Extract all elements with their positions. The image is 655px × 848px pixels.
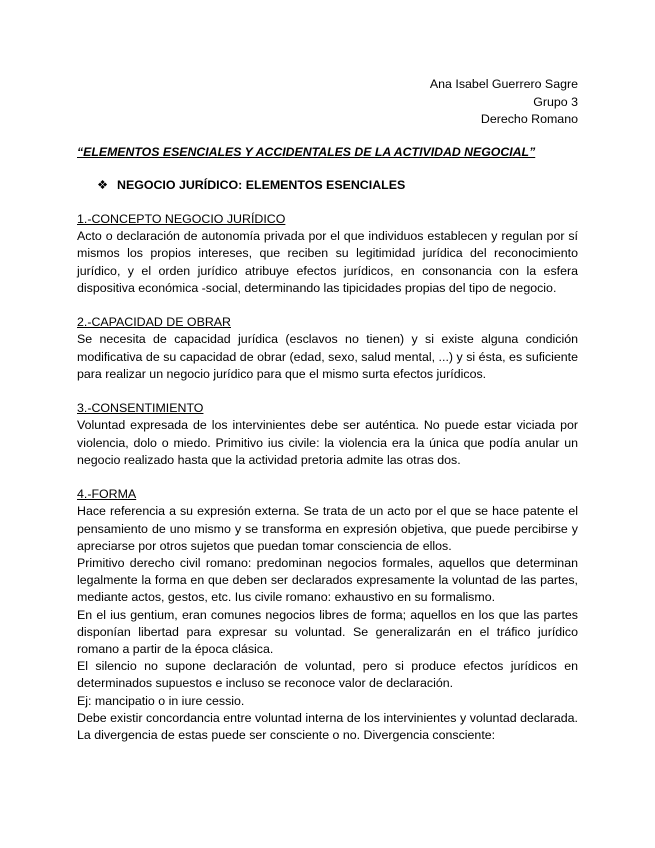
bullet-heading [97, 177, 405, 192]
section-title: 2.-CAPACIDAD DE OBRAR [77, 315, 231, 330]
section-title: 4.-FORMA [77, 487, 137, 502]
document-header [430, 76, 578, 129]
diamond-bullet-icon: ❖ [97, 178, 109, 192]
paragraph: El silencio no supone declaración de voluntad, pero si produce efectos jurídicos en determinados supuestos e incluso se reconoce valor de declaración. [77, 659, 578, 691]
section-title: 1.-CONCEPTO NEGOCIO JURÍDICO [77, 212, 286, 226]
paragraph: Ej: mancipatio o in iure cessio. [77, 693, 245, 708]
group-label: Grupo 3 [533, 94, 578, 109]
paragraph: Hace referencia a su expresión externa. Se trata de un acto por el que se hace patente el pensamiento de uno mismo y se transforma en expresión objetiva, que puede percibirse y apreciarse por otros sujetos que puedan tomar consciencia de ellos. [77, 504, 578, 553]
document-title: “ELEMENTOS ESENCIALES Y ACCIDENTALES DE LA ACTIVIDAD NEGOCIAL” [77, 145, 536, 159]
paragraph: Se necesita de capacidad jurídica (esclavos no tienen) y si existe alguna condición modificativa de su capacidad de obrar (edad, sexo, salud mental, ...) y si ésta, es suficiente para realizar un negocio jurídico para que el mismo surta efectos jurídicos. [77, 332, 578, 381]
course-name: Derecho Romano [480, 112, 578, 126]
section-consentimiento [77, 400, 578, 469]
bullet-heading-text: NEGOCIO JURÍDICO: ELEMENTOS ESENCIALES [117, 178, 406, 192]
document-body [77, 211, 578, 744]
section-title: 3.-CONSENTIMIENTO [77, 401, 204, 416]
author-name: Ana Isabel Guerrero Sagre [429, 77, 578, 91]
paragraph: Debe existir concordancia entre voluntad interna de los intervinientes y voluntad declarada. La divergencia de estas puede ser consciente o no. Divergencia consciente: [77, 710, 578, 743]
paragraph: Acto o declaración de autonomía privada por el que individuos establecen y regulan por sí mismos los propios intereses, que reciben su legitimidad jurídica del reconocimiento jurídico, y el orden jurídico atribuye efectos jurídicos, en consonancia con la esfera dispositiva económica -social, determinando las tipicidades propias del tipo de negocio. [77, 229, 578, 295]
section-concepto [77, 211, 578, 297]
paragraph: Voluntad expresada de los intervinientes debe ser auténtica. No puede estar viciada por violencia, dolo o miedo. Primitivo ius civile: la violencia era la única que podía anular un negocio realizado hasta que la actividad pretoria admite las otras dos. [77, 418, 578, 467]
section-forma [77, 486, 578, 744]
paragraph: En el ius gentium, eran comunes negocios libres de forma; aquellos en los que las partes disponían libertad para expresar su voluntad. Se generalizarán en el tráfico jurídico romano a partir de la época clásica. [77, 607, 578, 657]
section-capacidad [77, 314, 578, 383]
paragraph: Primitivo derecho civil romano: predominan negocios formales, aquellos que determinan legalmente la forma en que deben ser declarados expresamente la voluntad de las partes, mediante actos, gestos, etc. Ius civile romano: exhaustivo en su formalismo. [77, 556, 578, 605]
